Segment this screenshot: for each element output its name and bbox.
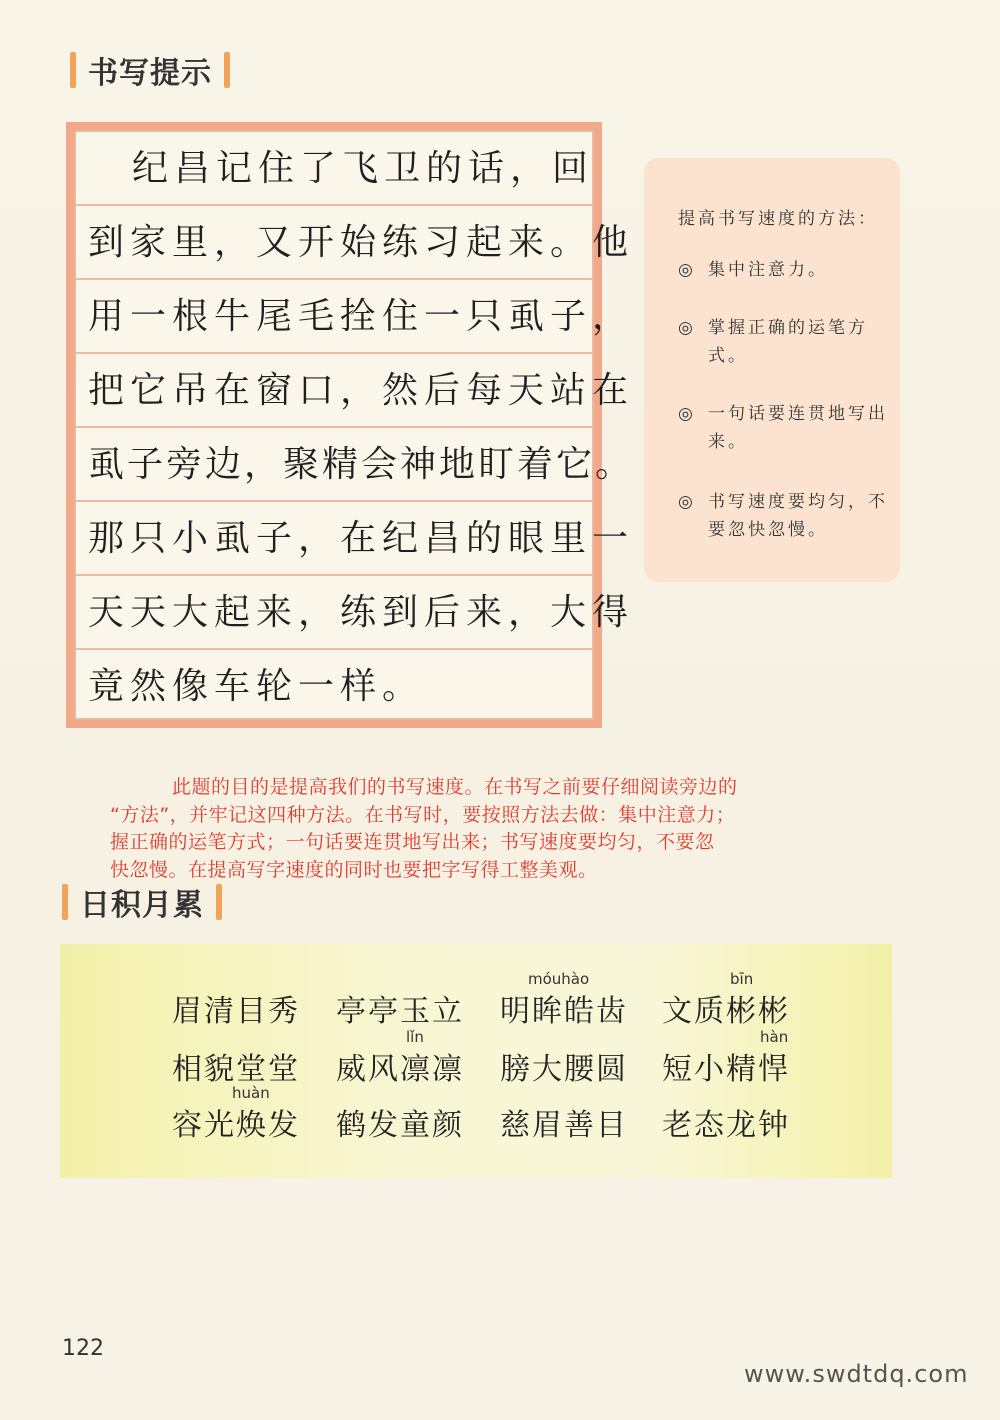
bullet-icon: ◎ (678, 404, 696, 424)
bullet-icon: ◎ (678, 318, 696, 338)
practice-line: 把它吊在窗口，然后每天站在 (76, 354, 592, 428)
page-number: 122 (62, 1336, 104, 1361)
tip-item (678, 314, 888, 370)
answer-line: “方法”，并牢记这四种方法。在书写时，要按照方法去做：集中注意力； (110, 803, 736, 826)
idiom: 短小精悍 (662, 1052, 790, 1087)
idiom: 鹤发童颜 (336, 1108, 464, 1143)
answer-line: 此题的目的是提高我们的书写速度。在书写之前要仔细阅读旁边的 (172, 776, 738, 798)
idiom: 慈眉善目 (500, 1108, 628, 1143)
section-heading-writing-tips (70, 48, 230, 92)
heading-bar-right (216, 884, 222, 920)
bullet-icon: ◎ (678, 492, 696, 512)
tip-item (678, 400, 888, 456)
practice-line: 纪昌记住了飞卫的话，回 (76, 132, 592, 206)
idiom: 老态龙钟 (662, 1108, 790, 1143)
practice-line: 到家里，又开始练习起来。他 (76, 206, 592, 280)
idiom: 相貌堂堂 (172, 1052, 300, 1087)
practice-line: 天天大起来，练到后来，大得 (76, 576, 592, 650)
pinyin-annotation: móuhào (528, 970, 590, 988)
answer-line: 快忽慢。在提高写字速度的同时也要把字写得工整美观。 (110, 858, 598, 881)
tip-text: 掌握正确的运笔方式。 (708, 318, 868, 366)
pinyin-annotation: bīn (730, 970, 754, 988)
idiom: 眉清目秀 (172, 994, 300, 1029)
answer-line: 握正确的运笔方式；一句话要连贯地写出来；书写速度要均匀，不要忽 (110, 831, 715, 853)
practice-line: 虱子旁边，聚精会神地盯着它。 (76, 428, 592, 502)
practice-line: 竟然像车轮一样。 (88, 666, 425, 707)
tip-item (678, 256, 888, 284)
idiom: 亭亭玉立 (336, 994, 464, 1029)
practice-paper-inner (74, 130, 635, 720)
watermark: www.swdtdq.com (744, 1360, 969, 1388)
tip-text: 集中注意力。 (708, 260, 828, 280)
idiom: 威风凛凛 (336, 1052, 464, 1087)
tip-text: 一句话要连贯地写出来。 (708, 404, 888, 452)
idiom: 膀大腰圆 (500, 1052, 628, 1087)
tip-item (678, 488, 888, 544)
idiom: 文质彬彬 (662, 994, 790, 1029)
heading-bar-left (62, 884, 68, 920)
idiom: 容光焕发 (172, 1108, 300, 1143)
practice-line: 用一根牛尾毛拴住一只虱子， (76, 280, 592, 354)
bullet-icon: ◎ (678, 260, 696, 280)
tip-text: 书写速度要均匀，不要忽快忽慢。 (708, 492, 888, 540)
tips-title: 提高书写速度的方法： (678, 209, 878, 229)
section-heading-accumulate (62, 880, 222, 924)
answer-text (110, 774, 850, 884)
pinyin-annotation: hàn (760, 1028, 789, 1046)
heading-text: 日积月累 (80, 888, 204, 923)
pinyin-annotation: lǐn (406, 1028, 424, 1046)
heading-text: 书写提示 (88, 56, 212, 91)
idiom: 明眸皓齿 (500, 994, 628, 1029)
pinyin-annotation: huàn (232, 1084, 270, 1102)
tips-box (644, 158, 900, 582)
practice-line: 那只小虱子，在纪昌的眼里一 (76, 502, 592, 576)
practice-paper (66, 122, 635, 728)
heading-bar-right (224, 52, 230, 88)
heading-bar-left (70, 52, 76, 88)
